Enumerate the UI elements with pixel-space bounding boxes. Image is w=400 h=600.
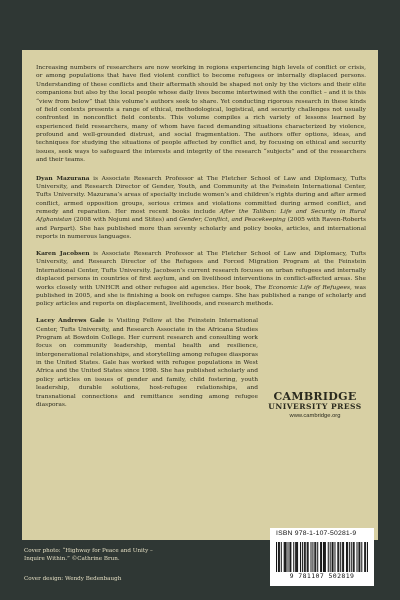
barcode-bar <box>320 542 321 572</box>
barcode-bar <box>330 542 331 572</box>
text-panel <box>22 50 378 540</box>
barcode-bar <box>321 542 322 572</box>
barcode-bar <box>353 542 354 572</box>
barcode-bar <box>347 542 348 572</box>
barcode-bar <box>351 542 352 572</box>
bio-text: , was published in 2005, and she is finishing a book on refugee camps. She has published a range of scholarly and policy articles and reports on displacement, livelihoods, and research methods. <box>36 284 366 308</box>
barcode-bar <box>296 542 297 572</box>
barcode-bar <box>276 542 277 572</box>
barcode-bar <box>325 542 326 572</box>
barcode-bar <box>284 542 285 572</box>
bio-text: is Associate Research Professor at The Fletcher School of Law and Diplomacy, Tufts University, and Research Director of Gender, Youth, and Community at the Feinstein International Center, Tufts University. Mazurana’s areas of specialty include women’s and children’s rights during and after armed conflict, armed opposition groups, serious crimes and violations committed during armed conflict, and remedy and reparation. Her most recent books include <box>36 175 366 215</box>
barcode-bar <box>279 542 280 572</box>
barcode-bar <box>307 542 308 572</box>
barcode-bar <box>305 542 306 572</box>
isbn-digits: 9 781107 502819 <box>289 572 355 580</box>
book-title: The Economic Life of Refugees <box>254 284 351 291</box>
isbn-label: ISBN 978-1-107-50281-9 <box>276 530 357 537</box>
barcode-bar <box>324 542 325 572</box>
bio-text: (2005 with Raven-Roberts and Parpart). She has published more than seventy scholarly and policy books, articles, and international reports in numerous languages. <box>36 217 367 241</box>
barcode-bar <box>346 542 347 572</box>
barcode-bar <box>334 542 335 572</box>
cover-photo-credit: Cover photo: “Highway for Peace and Unity – Inquire Within.” ©Cathrine Brun. <box>24 548 153 562</box>
cover-design-credit: Cover design: Wendy Bedenbaugh <box>24 576 122 582</box>
author-bio-3 <box>36 317 258 409</box>
barcode-bar <box>343 542 344 572</box>
barcode-bar <box>297 542 298 572</box>
barcode-bar <box>311 542 312 572</box>
book-title: After the Taliban: Life and Security in Rural Afghanistan <box>36 209 367 224</box>
barcode-bar <box>293 542 294 572</box>
author-name: Karen Jacobsen <box>36 250 90 257</box>
author-name: Dyan Mazurana <box>36 174 90 182</box>
publisher-subtitle: UNIVERSITY PRESS <box>268 402 362 411</box>
barcode-bar <box>295 542 296 572</box>
barcode-bar <box>302 542 303 572</box>
bio-text: (2008 with Nojumi and Stites) and <box>71 217 180 224</box>
barcode-bar <box>332 542 333 572</box>
isbn-barcode-box <box>270 528 374 586</box>
barcode-bar <box>323 542 324 572</box>
barcode-bar <box>308 542 309 572</box>
barcode-bar <box>361 542 362 572</box>
barcode-bar <box>354 542 355 572</box>
barcode-bar <box>289 542 290 572</box>
barcode-bar <box>349 542 350 572</box>
author-bio-1 <box>36 175 366 242</box>
publisher-url: www.cambridge.org <box>289 412 341 419</box>
barcode-bar <box>285 542 286 572</box>
author-name: Lacey Andrews Gale <box>36 317 105 325</box>
barcode <box>276 542 368 572</box>
publisher-name: CAMBRIDGE <box>273 390 357 403</box>
barcode-bar <box>317 542 318 572</box>
barcode-bar <box>314 542 315 572</box>
bio-text: is Visiting Fellow at the Feinstein International Center, Tufts University, and Research Associate in the Africana Studies Program at Bowdoin College. Her current research and consulting work focus on community leadership, mental health and resilience, intergenerational relationships, and storytelling among refugee diasporas in the United States. Gale has worked with refugee populations in West Africa and the United States since 1998. She has published scholarly and policy articles on issues of gender and family, child fostering, youth leadership, durable solutions, host-refugee relationships, and transnational connections and remittance sending among refugee diasporas. <box>36 318 258 408</box>
barcode-bar <box>290 542 291 572</box>
barcode-bar <box>357 542 358 572</box>
author-bio-2 <box>36 250 366 309</box>
barcode-bar <box>278 542 279 572</box>
barcode-bar <box>328 542 329 572</box>
book-title: Gender, Conflict, and Peacekeeping <box>179 217 286 224</box>
barcode-bar <box>364 542 365 572</box>
barcode-bar <box>365 542 366 572</box>
barcode-bar <box>367 542 368 572</box>
barcode-bar <box>358 542 359 572</box>
publisher-logo <box>256 391 374 420</box>
barcode-bar <box>288 542 289 572</box>
barcode-bar <box>300 542 301 572</box>
barcode-bar <box>315 542 316 572</box>
book-description: Increasing numbers of researchers are now working in regions experiencing high levels of conflict or crisis, or among populations that have fled violent conflict to become refugees or internally displaced persons. Understanding of these conflicts and their aftermath should be shaped not only by the victors and their elite companions but also by the local people whose daily lives become intertwined with the conflict – and it is this “view from below” that this volume’s authors seek to share. Yet conducting rigorous research in these kinds of field contexts presents a range of ethical, methodological, logistical, and security challenges not usually confronted in nonconflict field contexts. This volume compiles a rich variety of lessons learned by experienced field researchers, many of whom have faced demanding situations characterized by violence, profound and well-grounded distrust, and social fragmentation. The authors offer options, ideas, and techniques for studying the situations of people affected by conflict and, by focusing on ethical and security issues, seek ways to safeguard the interests and integrity of the research “subjects” and of the researchers and their teams. <box>36 65 366 164</box>
barcode-bar <box>312 542 313 572</box>
barcode-bar <box>342 542 343 572</box>
barcode-bar <box>286 542 287 572</box>
barcode-bar <box>333 542 334 572</box>
barcode-bar <box>338 542 339 572</box>
barcode-bar <box>340 542 341 572</box>
barcode-bar <box>281 542 282 572</box>
barcode-bar <box>304 542 305 572</box>
barcode-bar <box>359 542 360 572</box>
bio-text: is Associate Research Professor at The Fletcher School of Law and Diplomacy, Tufts University, and Research Director of the Refugees and Forced Migration Program at the Feinstein International Center, Tufts University. Jacobsen’s current research focuses on urban refugees and internally displaced persons in countries of first asylum, and on livelihood interventions in conflict-affected areas. She works closely with UNHCR and other refugee aid agencies. Her book, <box>36 251 366 291</box>
barcode-bar <box>337 542 338 572</box>
